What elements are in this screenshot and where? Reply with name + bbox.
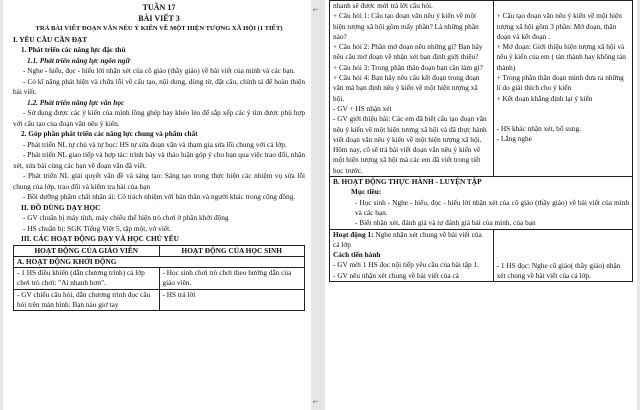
cell-text: + Kết đoạn khẳng định lại ý kiến xyxy=(496,93,593,103)
table-cell xyxy=(330,1,494,177)
paragraph: - Có kĩ năng phát hiện và chữa lỗi về cấu tạo, nội dung, dùng từ, đặt câu, chính tả để hoàn thiện bài viết. xyxy=(13,76,305,96)
activity-table xyxy=(329,0,633,282)
table-section-row xyxy=(330,177,633,229)
table-cell xyxy=(330,229,494,282)
subsection-heading: 1.1. Phát triển năng lực ngôn ngữ xyxy=(27,55,130,65)
subsection-heading: 1.2. Phát triển năng lực văn học xyxy=(27,97,125,107)
objective-label: Mục tiêu: xyxy=(351,187,382,197)
table-cell: - 1 HS điều khiển (dẫn chương trình) cả lớp chơi trò chơi: "Ai nhanh hơn". xyxy=(14,268,160,290)
cell-text: - Biết nhận xét, đánh giá và tự đánh giá bài của mình, của bạn xyxy=(355,218,536,228)
subsection-heading: 2. Góp phần phát triển các năng lực chung và phẩm chất xyxy=(21,129,198,138)
cell-text: - Học sinh - Nghe - hiểu, đọc - hiểu lời nhận xét của cô giáo (thầy giáo) về bài viết của mình và các bạn. xyxy=(355,197,629,217)
section-heading: III. CÁC HOẠT ĐỘNG DẠY VÀ HỌC CHỦ YẾU xyxy=(21,234,179,243)
section-heading: II. ĐỒ DÙNG DẠY HỌC xyxy=(21,202,101,212)
lesson-heading: BÀI VIẾT 3 xyxy=(138,13,180,23)
cell-text: - GV mời 1 HS đọc nội tiếp yêu cầu của bài tập 1. xyxy=(333,260,479,270)
cell-text: nhanh sẽ được mời trả lời câu hỏi. xyxy=(333,1,433,10)
cell-text: - GV + HS nhận xét xyxy=(333,103,392,113)
table-cell: - Học sinh chơi trò chơi theo hướng dẫn của giáo viên. xyxy=(159,268,305,290)
document-page-right xyxy=(325,0,637,410)
table-cell xyxy=(493,229,632,282)
procedure-label: Cách tiến hành xyxy=(333,250,381,260)
cell-text: + Câu hỏi 3: Trong phần thân đoạn bạn cần làm gì? xyxy=(333,62,483,72)
cell-text: - GV giới thiệu bài: Các em đã biết cấu tạo đoạn văn nêu ý kiến về một hiện tượng xã hội và đã thực hành viết đoạn văn nêu ý kiến về một hiện tượng xã hội. Hôm nay, cô sẽ trả bài viết đoạn văn nêu ý kiến về một hiện tượng xã hội mà các em đã viết trong tiết học trước. xyxy=(333,114,487,175)
paragraph: - Phát triển NL giải quyết vấn đề và sáng tạo: Sáng tạo trong thực hiện các nhiệm vụ sửa lỗi chung của lớp, trao đổi và kiểm tra bài của bạn xyxy=(13,171,305,191)
cell-text: - Lắng nghe xyxy=(496,134,532,144)
paragraph: - GV chuẩn bị máy tính, máy chiếu thể hiện trò chơi ở phần khởi động xyxy=(23,213,229,222)
table-cell xyxy=(493,1,632,177)
paragraph: - Nghe - hiểu, đọc - hiểu lời nhận xét của cô giáo (thầy giáo) về bài viết của mình và các bạn. xyxy=(23,66,296,75)
bracket-mark: ⌐ xyxy=(313,4,319,14)
cell-text: + Câu hỏi 2: Phần mở đoạn nêu những gì? Bạn hãy nêu câu mở đoạn về nhận xét bạn định giới thiệu? xyxy=(333,42,483,62)
paragraph: - Sử dụng được các ý kiến của mình lồng ghép hay khéo léo để sắp xếp các ý tìm được phù hợp với cấu tạo của đoạn văn nêu ý kiến. xyxy=(13,108,305,128)
table-header-student: HOẠT ĐỘNG CỦA HỌC SINH xyxy=(159,245,305,256)
cell-text: + Câu hỏi 4: Bạn hãy nêu câu kết đoạn trong đoạn văn mà bạn định nêu ý kiến về một hiện tượng xã hội. xyxy=(333,73,480,103)
activity-heading xyxy=(333,230,490,251)
week-heading: TUẦN 17 xyxy=(142,3,176,12)
section-heading: B. HOẠT ĐỘNG THỰC HÀNH - LUYỆN TẬP xyxy=(333,177,482,187)
activity-title: Hoạt động 1: xyxy=(333,229,374,239)
cell-text: + Câu hỏi 1: Cấu tạo đoạn văn nêu ý kiến về một hiện tượng xã hội gồm mấy phần? Là những phần nào? xyxy=(333,11,479,41)
paragraph: - Phát triển NL giao tiếp và hợp tác: trình bày và thảo luận góp ý cho bạn qua việc trao đổi, nhận xét, sửa bài cùng các bạn về đoạn văn đã viết. xyxy=(13,150,305,170)
cell-text: + Trong phần thân đoạn mình đưa ra những lí do giải thích cho ý kiến xyxy=(496,73,624,93)
cell-text: - HS khác nhận xét, bổ sung. xyxy=(496,123,581,133)
bracket-mark: ⌐ xyxy=(313,396,319,406)
document-page-left xyxy=(3,0,311,410)
activity-table xyxy=(13,245,305,312)
table-cell: - HS trả lời xyxy=(159,289,305,311)
paragraph: - Bồi dưỡng phẩm chất nhân ái: Có trách nhiệm với bản thân và người khác trong cộng đồng. xyxy=(23,192,296,201)
cell-text: + Mở đoạn: Giới thiệu hiện tượng xã hội và nêu ý kiến của em ( tán thành hay không tán thành) xyxy=(496,42,626,72)
activity-text: Nghe nhận xét chung về bài viết của cả lớp xyxy=(333,229,482,249)
cell-text: + Cấu tạo đoạn văn nêu ý kiến về một hiện tượng xã hội gồm 3 phần: Mở đoạn, thân đoạn và kết đoạn . xyxy=(496,11,622,41)
paragraph: - Phát triển NL tự chủ và tự học: HS tự sửa đoạn văn và tham gia sửa lỗi chung với cả lớp. xyxy=(23,139,287,149)
lesson-subtitle: TRẢ BÀI VIẾT ĐOẠN VĂN NÊU Ý KIẾN VỀ MỘT HIỆN TƯỢNG XÃ HỘI (1 TIẾT) xyxy=(35,25,283,32)
section-heading: I. YÊU CẦU CẦN ĐẠT xyxy=(13,34,88,44)
paragraph: - HS chuẩn bị: SGK Tiếng Việt 5, tập một, vở viết. xyxy=(23,223,172,233)
table-header-teacher: HOẠT ĐỘNG CỦA GIÁO VIÊN xyxy=(14,245,160,256)
table-cell: - GV chiếu câu hỏi, dẫn chương trình đọc câu hỏi trên màn hình. Bạn nào giơ tay xyxy=(14,289,160,311)
cell-text: - 1 HS đọc: Nghe cô giáo( thầy giáo) nhận xét chung về bài viết của cả lớp. xyxy=(496,260,621,280)
cell-text: - GV nêu nhận xét chung về bài viết của cả xyxy=(333,270,459,280)
table-section-row: A. HOẠT ĐỘNG KHỞI ĐỘNG xyxy=(14,256,305,267)
subsection-heading: 1. Phát triển các năng lực đặc thù xyxy=(21,45,126,54)
